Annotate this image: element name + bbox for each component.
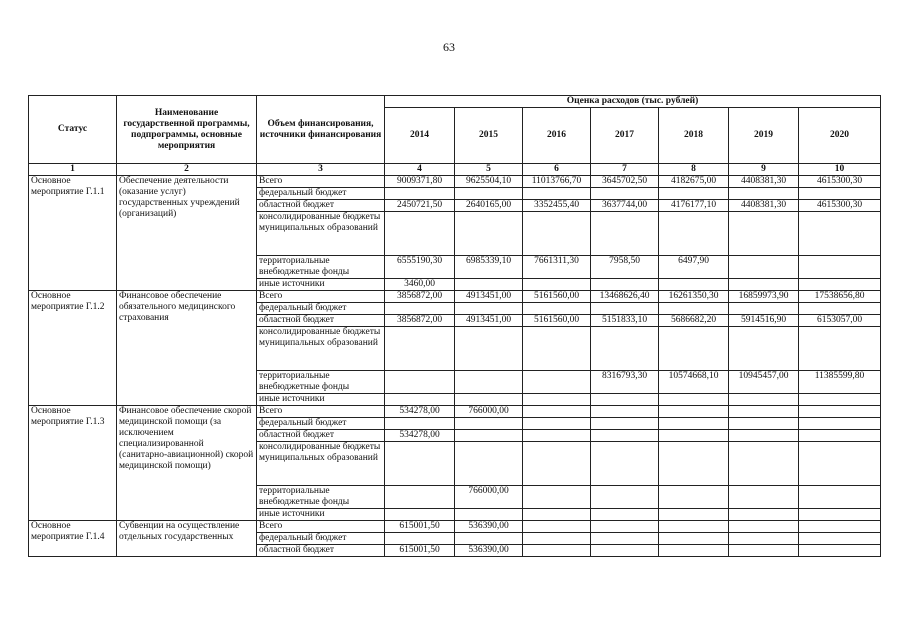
activity-status: Основное мероприятие Г.1.3 <box>29 406 117 521</box>
amount-cell: 4408381,30 <box>729 200 799 212</box>
amount-cell <box>523 545 591 557</box>
header-funding: Объем финансирования, источники финансирования <box>257 96 385 164</box>
amount-cell <box>455 188 523 200</box>
amount-cell <box>729 509 799 521</box>
amount-cell <box>729 394 799 406</box>
amount-cell: 3460,00 <box>385 279 455 291</box>
column-number: 5 <box>455 164 523 176</box>
amount-cell: 4615300,30 <box>799 176 881 188</box>
funding-source: федеральный бюджет <box>257 303 385 315</box>
amount-cell <box>455 533 523 545</box>
amount-cell: 534278,00 <box>385 406 455 418</box>
amount-cell <box>455 430 523 442</box>
amount-cell <box>659 406 729 418</box>
amount-cell <box>799 430 881 442</box>
amount-cell: 6985339,10 <box>455 256 523 279</box>
amount-cell <box>591 394 659 406</box>
amount-cell <box>729 188 799 200</box>
amount-cell <box>591 442 659 486</box>
funding-source: Всего <box>257 406 385 418</box>
amount-cell <box>729 406 799 418</box>
amount-cell <box>385 188 455 200</box>
amount-cell: 10945457,00 <box>729 371 799 394</box>
amount-cell <box>729 212 799 256</box>
column-number: 6 <box>523 164 591 176</box>
amount-cell <box>591 303 659 315</box>
header-year: 2014 <box>385 108 455 164</box>
column-number: 4 <box>385 164 455 176</box>
amount-cell: 9625504,10 <box>455 176 523 188</box>
amount-cell <box>455 418 523 430</box>
funding-source: федеральный бюджет <box>257 188 385 200</box>
budget-table <box>28 95 881 557</box>
amount-cell: 4615300,30 <box>799 200 881 212</box>
amount-cell <box>455 442 523 486</box>
amount-cell <box>659 212 729 256</box>
amount-cell: 3645702,50 <box>591 176 659 188</box>
amount-cell <box>799 533 881 545</box>
amount-cell <box>523 509 591 521</box>
header-year: 2015 <box>455 108 523 164</box>
column-number: 2 <box>117 164 257 176</box>
column-number: 7 <box>591 164 659 176</box>
header-year: 2019 <box>729 108 799 164</box>
amount-cell: 5686682,20 <box>659 315 729 327</box>
funding-source: Всего <box>257 521 385 533</box>
amount-cell: 6153057,00 <box>799 315 881 327</box>
amount-cell <box>385 418 455 430</box>
amount-cell <box>799 279 881 291</box>
funding-source: федеральный бюджет <box>257 418 385 430</box>
amount-cell <box>385 303 455 315</box>
amount-cell <box>591 406 659 418</box>
funding-source: областной бюджет <box>257 545 385 557</box>
amount-cell <box>523 371 591 394</box>
amount-cell <box>659 545 729 557</box>
amount-cell <box>659 394 729 406</box>
header-estimate: Оценка расходов (тыс. рублей) <box>385 96 881 108</box>
amount-cell <box>729 545 799 557</box>
activity-status: Основное мероприятие Г.1.2 <box>29 291 117 406</box>
amount-cell <box>799 256 881 279</box>
activity-name: Финансовое обеспечение скорой медицинской помощи (за исключением специализированной (санитарно-авиационной) скорой медицинской помощи) <box>117 406 257 521</box>
amount-cell <box>385 509 455 521</box>
amount-cell <box>659 188 729 200</box>
amount-cell: 4913451,00 <box>455 315 523 327</box>
amount-cell: 766000,00 <box>455 406 523 418</box>
amount-cell: 5151833,10 <box>591 315 659 327</box>
column-number: 8 <box>659 164 729 176</box>
amount-cell <box>729 418 799 430</box>
amount-cell <box>729 279 799 291</box>
table-row <box>29 521 881 533</box>
amount-cell <box>455 212 523 256</box>
amount-cell: 5161560,00 <box>523 291 591 303</box>
amount-cell <box>523 212 591 256</box>
amount-cell <box>385 442 455 486</box>
amount-cell <box>591 486 659 509</box>
amount-cell <box>659 509 729 521</box>
activity-name: Обеспечение деятельности (оказание услуг) государственных учреждений (организаций) <box>117 176 257 291</box>
amount-cell <box>591 279 659 291</box>
amount-cell: 7958,50 <box>591 256 659 279</box>
amount-cell <box>591 212 659 256</box>
amount-cell <box>591 545 659 557</box>
amount-cell <box>523 521 591 533</box>
amount-cell <box>591 521 659 533</box>
amount-cell <box>455 279 523 291</box>
amount-cell <box>523 394 591 406</box>
amount-cell <box>523 188 591 200</box>
activity-status: Основное мероприятие Г.1.4 <box>29 521 117 557</box>
amount-cell: 3352455,40 <box>523 200 591 212</box>
amount-cell <box>729 303 799 315</box>
amount-cell <box>455 327 523 371</box>
column-number: 9 <box>729 164 799 176</box>
amount-cell <box>523 279 591 291</box>
amount-cell: 2450721,50 <box>385 200 455 212</box>
amount-cell: 4408381,30 <box>729 176 799 188</box>
amount-cell <box>455 303 523 315</box>
amount-cell <box>591 430 659 442</box>
amount-cell <box>659 521 729 533</box>
amount-cell <box>523 303 591 315</box>
amount-cell <box>523 442 591 486</box>
amount-cell <box>523 327 591 371</box>
amount-cell <box>523 533 591 545</box>
amount-cell: 10574668,10 <box>659 371 729 394</box>
amount-cell <box>799 521 881 533</box>
amount-cell: 7661311,30 <box>523 256 591 279</box>
column-number: 3 <box>257 164 385 176</box>
amount-cell <box>729 533 799 545</box>
funding-source: территориальные внебюджетные фонды <box>257 371 385 394</box>
amount-cell <box>659 533 729 545</box>
amount-cell <box>799 188 881 200</box>
amount-cell: 9009371,80 <box>385 176 455 188</box>
amount-cell <box>799 394 881 406</box>
amount-cell <box>659 303 729 315</box>
funding-source: Всего <box>257 291 385 303</box>
amount-cell: 11013766,70 <box>523 176 591 188</box>
amount-cell: 5161560,00 <box>523 315 591 327</box>
amount-cell: 615001,50 <box>385 521 455 533</box>
funding-source: консолидированные бюджеты муниципальных образований <box>257 327 385 371</box>
funding-source: федеральный бюджет <box>257 533 385 545</box>
amount-cell: 6497,90 <box>659 256 729 279</box>
amount-cell <box>729 430 799 442</box>
amount-cell: 16261350,30 <box>659 291 729 303</box>
amount-cell <box>799 545 881 557</box>
amount-cell <box>799 418 881 430</box>
amount-cell: 13468626,40 <box>591 291 659 303</box>
amount-cell <box>729 442 799 486</box>
funding-source: консолидированные бюджеты муниципальных образований <box>257 212 385 256</box>
header-status: Статус <box>29 96 117 164</box>
amount-cell <box>659 486 729 509</box>
amount-cell: 11385599,80 <box>799 371 881 394</box>
amount-cell: 534278,00 <box>385 430 455 442</box>
amount-cell <box>385 533 455 545</box>
amount-cell <box>799 303 881 315</box>
amount-cell <box>659 418 729 430</box>
amount-cell: 766000,00 <box>455 486 523 509</box>
table-body <box>29 176 881 557</box>
amount-cell <box>385 371 455 394</box>
funding-source: территориальные внебюджетные фонды <box>257 486 385 509</box>
activity-status: Основное мероприятие Г.1.1 <box>29 176 117 291</box>
amount-cell <box>799 486 881 509</box>
amount-cell <box>455 509 523 521</box>
amount-cell <box>591 327 659 371</box>
amount-cell <box>799 327 881 371</box>
amount-cell <box>385 486 455 509</box>
amount-cell: 4176177,10 <box>659 200 729 212</box>
amount-cell: 8316793,30 <box>591 371 659 394</box>
funding-source: иные источники <box>257 394 385 406</box>
amount-cell <box>799 406 881 418</box>
amount-cell: 16859973,90 <box>729 291 799 303</box>
amount-cell <box>729 327 799 371</box>
table-row <box>29 291 881 303</box>
amount-cell <box>523 430 591 442</box>
table-row <box>29 406 881 418</box>
amount-cell <box>455 371 523 394</box>
header-year: 2017 <box>591 108 659 164</box>
amount-cell: 6555190,30 <box>385 256 455 279</box>
amount-cell: 2640165,00 <box>455 200 523 212</box>
funding-source: областной бюджет <box>257 315 385 327</box>
header-name: Наименование государственной программы, подпрограммы, основные мероприятия <box>117 96 257 164</box>
header-year: 2020 <box>799 108 881 164</box>
amount-cell <box>591 533 659 545</box>
column-number: 1 <box>29 164 117 176</box>
funding-source: иные источники <box>257 509 385 521</box>
amount-cell <box>591 188 659 200</box>
amount-cell <box>729 521 799 533</box>
activity-name: Субвенции на осуществление отдельных государственных <box>117 521 257 557</box>
column-number: 10 <box>799 164 881 176</box>
amount-cell <box>659 442 729 486</box>
amount-cell: 3856872,00 <box>385 315 455 327</box>
funding-source: консолидированные бюджеты муниципальных образований <box>257 442 385 486</box>
amount-cell <box>799 442 881 486</box>
amount-cell <box>523 406 591 418</box>
amount-cell <box>455 394 523 406</box>
amount-cell <box>659 279 729 291</box>
amount-cell: 4913451,00 <box>455 291 523 303</box>
amount-cell <box>523 418 591 430</box>
funding-source: областной бюджет <box>257 430 385 442</box>
funding-source: Всего <box>257 176 385 188</box>
funding-source: территориальные внебюджетные фонды <box>257 256 385 279</box>
amount-cell: 615001,50 <box>385 545 455 557</box>
amount-cell: 17538656,80 <box>799 291 881 303</box>
header-year: 2018 <box>659 108 729 164</box>
funding-source: областной бюджет <box>257 200 385 212</box>
amount-cell: 3637744,00 <box>591 200 659 212</box>
amount-cell <box>591 509 659 521</box>
amount-cell: 536390,00 <box>455 545 523 557</box>
amount-cell <box>799 509 881 521</box>
amount-cell: 3856872,00 <box>385 291 455 303</box>
amount-cell: 5914516,90 <box>729 315 799 327</box>
amount-cell <box>591 418 659 430</box>
activity-name: Финансовое обеспечение обязательного медицинского страхования <box>117 291 257 406</box>
amount-cell <box>385 212 455 256</box>
header-year: 2016 <box>523 108 591 164</box>
page-number: 63 <box>443 40 455 54</box>
amount-cell <box>729 486 799 509</box>
amount-cell <box>385 327 455 371</box>
amount-cell: 536390,00 <box>455 521 523 533</box>
amount-cell <box>523 486 591 509</box>
amount-cell: 4182675,00 <box>659 176 729 188</box>
amount-cell <box>385 394 455 406</box>
table-row <box>29 176 881 188</box>
amount-cell <box>659 430 729 442</box>
amount-cell <box>729 256 799 279</box>
funding-source: иные источники <box>257 279 385 291</box>
amount-cell <box>659 327 729 371</box>
amount-cell <box>799 212 881 256</box>
